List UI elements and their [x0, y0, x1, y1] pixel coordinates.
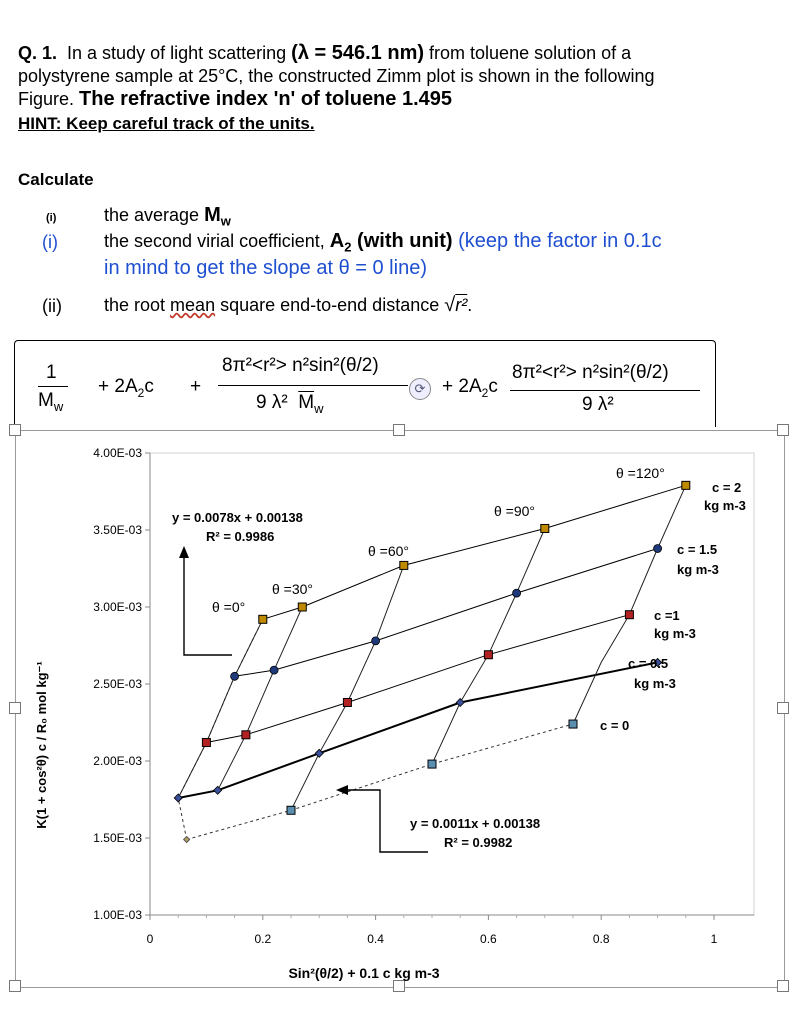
series-line — [178, 662, 657, 798]
question-text-figure: Figure. — [18, 89, 75, 109]
eq-numerator-2: 8π²<r²> n²sin²(θ/2) — [512, 362, 669, 383]
item-2-a2-sub: 2 — [344, 239, 352, 255]
annotations — [172, 465, 746, 852]
wavelength: (λ = 546.1 nm) — [291, 42, 425, 64]
data-point — [259, 615, 267, 623]
data-point — [298, 603, 306, 611]
label-theta-30: θ =30° — [272, 581, 314, 597]
question-number: Q. 1. — [18, 43, 58, 63]
label-theta-60: θ =60° — [368, 543, 410, 559]
axes — [34, 446, 754, 981]
x-tick-label: 0.8 — [592, 932, 610, 946]
angle-line — [432, 529, 545, 765]
angle-line — [178, 619, 263, 798]
label-c-1-unit: kg m-3 — [654, 626, 696, 641]
label-theta-0: θ =0° — [212, 599, 246, 615]
x-tick-label: 0.2 — [254, 932, 272, 946]
item-2-note-2: in mind to get the slope at θ = 0 line) — [104, 257, 427, 279]
y-tick-label: 2.00E-03 — [93, 754, 142, 768]
eq-term-2: + $2A_2c$ — [98, 376, 154, 400]
item-3-marker: (ii) — [42, 296, 62, 316]
data-point — [214, 786, 222, 794]
data-point — [400, 561, 408, 569]
item-3-label-b: square end-to-end distance — [215, 295, 445, 315]
label-theta-90: θ =90° — [494, 503, 536, 519]
label-c-1: c =1 — [654, 608, 680, 623]
item-3-text: the root mean square end-to-end distance √r². — [104, 294, 473, 316]
intercept-point — [184, 837, 190, 843]
refractive-index: The refractive index 'n' of toluene 1.495 — [79, 88, 453, 110]
label-c-0-5: c = 0.5 — [628, 656, 669, 671]
fit-r2-2: R² = 0.9982 — [444, 835, 513, 850]
y-tick-label: 3.50E-03 — [93, 523, 142, 537]
item-2-label: the second virial coefficient, — [104, 231, 330, 251]
hint: HINT: Keep careful track of the units. — [18, 114, 315, 133]
label-c-1-5-unit: kg m-3 — [677, 562, 719, 577]
data-point — [315, 749, 323, 757]
item-3-radical: r² — [455, 295, 468, 315]
eq-denominator-2: 9 λ² — [582, 394, 614, 415]
data-point — [428, 760, 436, 768]
question-line-2: polystyrene sample at 25°C, the constructed Zimm plot is shown in the following — [18, 66, 655, 86]
item-3-tail: . — [467, 295, 473, 315]
item-1-marker: (i) — [46, 212, 57, 224]
y-tick-label: 1.50E-03 — [93, 831, 142, 845]
y-tick-label: 3.00E-03 — [93, 600, 142, 614]
item-2-note-1: (keep the factor in 0.1c — [452, 230, 662, 252]
angle-line — [218, 607, 303, 790]
data-point — [682, 481, 690, 489]
series-line — [235, 549, 658, 677]
fit-r2-1: R² = 0.9986 — [206, 529, 275, 544]
data-point — [625, 611, 633, 619]
series-line — [263, 485, 686, 619]
data-point — [654, 544, 662, 552]
refresh-icon[interactable]: ⟳ — [409, 378, 431, 400]
item-2-a2: A — [329, 230, 345, 252]
data-point — [456, 698, 464, 706]
data-point — [541, 524, 549, 532]
data-point — [231, 672, 239, 680]
x-axis-label: Sin²(θ/2) + 0.1 c kg m-3 — [288, 965, 440, 981]
data-point — [287, 806, 295, 814]
fit-equation-1: y = 0.0078x + 0.00138 — [172, 510, 303, 525]
item-1-label: the average — [104, 205, 205, 225]
data-point — [372, 637, 380, 645]
data-point — [484, 651, 492, 659]
calculate-heading: Calculate — [18, 170, 94, 189]
fit-equation-2: y = 0.0011x + 0.00138 — [410, 816, 541, 831]
item-2-marker: (i) — [42, 232, 58, 252]
label-c-0-5-unit: kg m-3 — [634, 676, 676, 691]
x-tick-label: 0 — [146, 932, 154, 946]
data-point — [270, 666, 278, 674]
item-3-mean: mean — [170, 295, 216, 315]
eq-plus: + — [190, 376, 202, 397]
eq-numerator: 8π²<r²> n²sin²(θ/2) — [222, 355, 379, 376]
item-3-label: the root — [104, 295, 171, 315]
data-point — [513, 589, 521, 597]
eq-one: 1 — [46, 362, 57, 383]
data-point — [202, 739, 210, 747]
y-tick-label: 4.00E-03 — [93, 446, 142, 460]
y-axis-label: K(1 + cos²θ) c / R₀ mol kg⁻¹ — [34, 661, 49, 829]
item-1-mw-sub: w — [220, 213, 231, 229]
data-point — [174, 794, 182, 802]
theta-zero-extrapolation — [178, 619, 263, 839]
label-c-2: c = 2 — [712, 480, 742, 495]
label-c-2-unit: kg m-3 — [704, 498, 746, 513]
y-tick-label: 2.50E-03 — [93, 677, 142, 691]
x-tick-label: 1 — [710, 932, 718, 946]
angle-line — [291, 565, 404, 810]
x-tick-label: 0.4 — [367, 932, 384, 946]
eq-denominator: 9 λ² $\overline{M}_w$ — [256, 392, 324, 416]
data-point — [242, 731, 250, 739]
data-point — [569, 720, 577, 728]
x-tick-label: 0.6 — [480, 932, 497, 946]
item-1-mw: M — [204, 204, 221, 226]
label-theta-120: θ =120° — [616, 465, 665, 481]
y-tick-label: 1.00E-03 — [93, 908, 142, 922]
eq-term-4: + $2A_2c$ — [442, 376, 498, 400]
question-text-b: from toluene solution of a — [429, 43, 632, 63]
data-point — [343, 698, 351, 706]
question-text-a: In a study of light scattering — [67, 43, 287, 63]
arrow-head-theta — [179, 546, 189, 558]
item-2-unit-note: (with unit) — [351, 230, 453, 252]
label-c-1-5: c = 1.5 — [677, 542, 718, 557]
eq-mw: $M_w$ — [38, 390, 64, 414]
label-c-0: c = 0 — [600, 718, 630, 733]
